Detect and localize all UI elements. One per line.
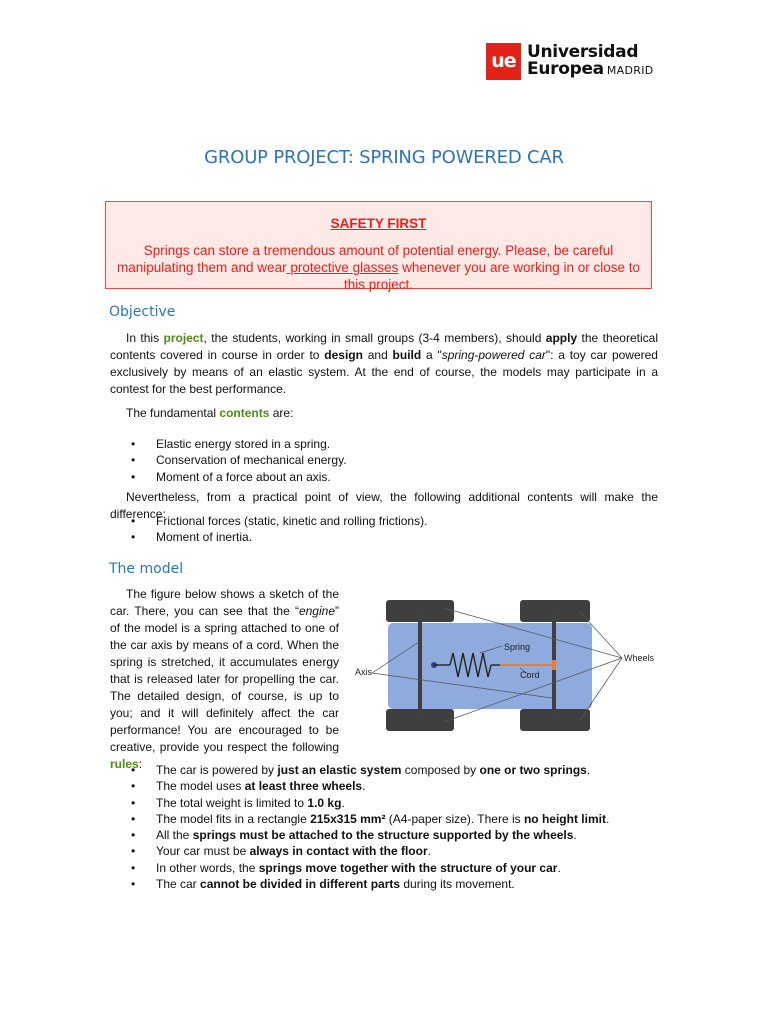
protective-glasses-text: protective glasses [286,260,399,275]
page-title: GROUP PROJECT: SPRING POWERED CAR [204,147,564,168]
list-item: • The model fits in a rectangle 215x315 mm² (A4-paper size). There is no height limit. [130,811,609,827]
list-item: • The car is powered by just an elastic system composed by one or two springs. [130,762,609,778]
objective-paragraph: In this project, the students, working in small groups (3-4 members), should apply the theoretical contents covered in course in order to design and build a "spring-powered car": a toy car powered exclusively by means of an elastic system. At the end of course, the models may participate in a contest for the best performance. [110,331,658,396]
objective-heading: Objective [109,304,176,320]
list-item: • Your car must be always in contact with the floor. [130,843,609,859]
additional-intro: Nevertheless, from a practical point of view, the following additional contents will make the difference: [110,490,658,521]
axis-label: Axis [355,667,373,677]
list-item: • Frictional forces (static, kinetic and rolling frictions). [130,513,427,529]
safety-box [105,201,652,292]
list-item: • Conservation of mechanical energy. [130,452,347,468]
list-item: • The total weight is limited to 1.0 kg. [130,795,609,811]
wheels-label: Wheels [624,653,655,663]
list-item: • In other words, the springs move together with the structure of your car. [130,860,609,876]
list-item: • The model uses at least three wheels. [130,778,609,794]
list-item: • Elastic energy stored in a spring. [130,436,347,452]
list-item: • Moment of inertia. [130,529,427,545]
logo-wordmark [527,41,654,79]
additional-list [130,513,427,546]
list-item: • Moment of a force about an axis. [130,469,347,485]
car-sketch-figure [352,596,658,732]
rules-list [130,762,609,892]
model-paragraph: The figure below shows a sketch of the car. There, you can see that the “engine” of the model is a spring attached to one of the car axis by means of a cord. When the spring is stretched, it accumulates energy that is released later for propelling the car. The detailed design, of course, is up to you; and it will definitely affect the car performance! You are encouraged to be creative, provide you respect the following rules: [110,587,339,771]
safety-title: SAFETY FIRST [330,216,427,231]
logo-line2: Europea MADRID [527,58,654,79]
university-logo [486,42,654,80]
model-heading: The model [109,561,184,577]
logo-mark: ue [486,43,521,80]
contents-intro: The fundamental contents are: [126,406,294,420]
axis-left [418,610,422,722]
list-item: • All the springs must be attached to the structure supported by the wheels. [130,827,609,843]
contents-list [130,436,347,485]
logo-line1: Universidad [527,41,639,62]
list-item: • The car cannot be divided in different parts during its movement. [130,876,609,892]
cord-label: Cord [520,670,540,680]
spring-label: Spring [504,642,531,652]
safety-text: Springs can store a tremendous amount of potential energy. Please, be careful manipulating them and wear protective glasses whenever you are working in or close to this project. [116,243,641,292]
